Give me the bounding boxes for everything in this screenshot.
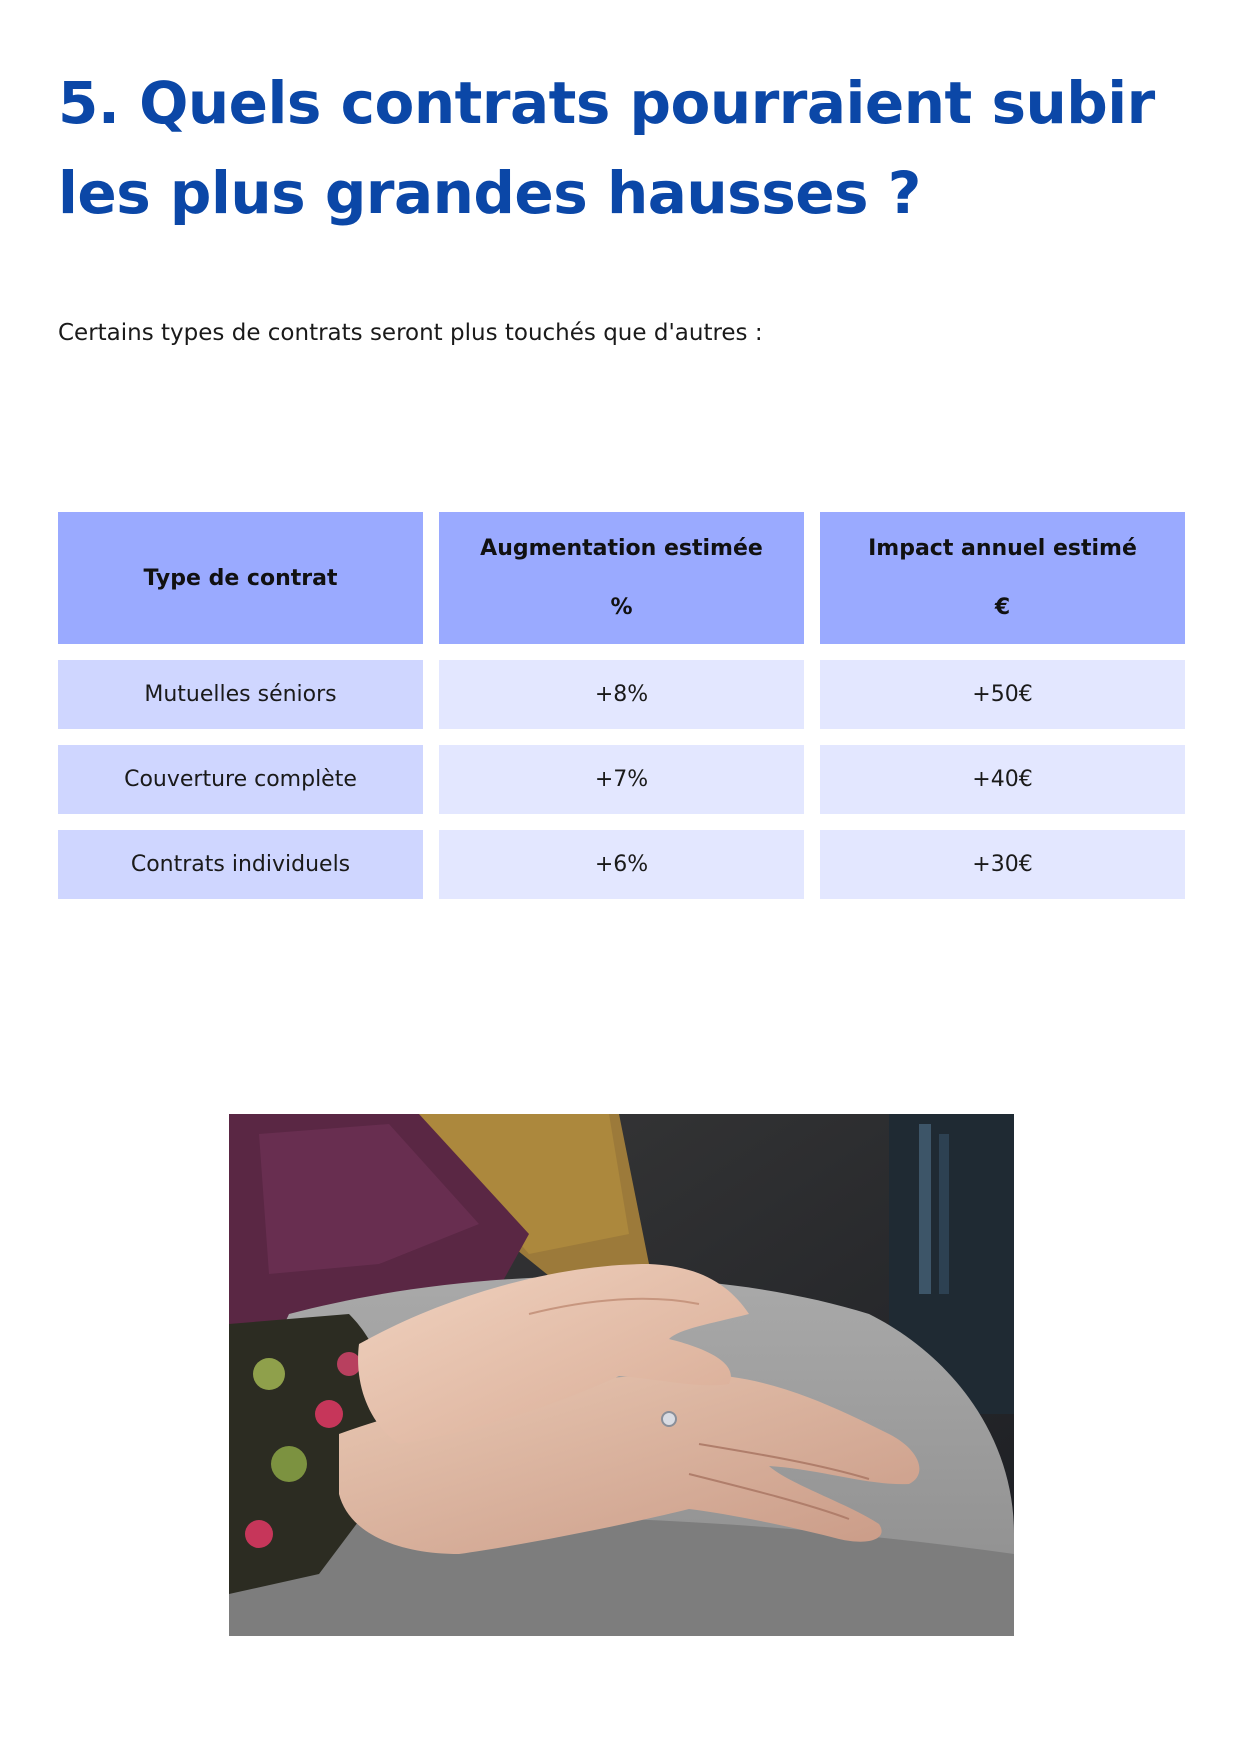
cell-increase: +6% [439, 830, 804, 899]
cell-contract-type: Couverture complète [58, 745, 423, 814]
header-unit: € [994, 595, 1011, 620]
hands-photo [229, 1114, 1014, 1636]
table-row [58, 660, 1185, 729]
header-label: Impact annuel estimé [868, 536, 1137, 561]
cell-impact: +50€ [820, 660, 1185, 729]
header-label: Augmentation estimée [480, 536, 763, 561]
header-unit: % [610, 595, 633, 620]
table-row [58, 745, 1185, 814]
cell-increase: +7% [439, 745, 804, 814]
table-row [58, 830, 1185, 899]
cell-contract-type: Contrats individuels [58, 830, 423, 899]
cell-impact: +30€ [820, 830, 1185, 899]
table-header-row [58, 512, 1185, 644]
page-title: 5. Quels contrats pourraient subir les plus grandes hausses ? [58, 69, 1155, 227]
cell-impact: +40€ [820, 745, 1185, 814]
cell-increase: +8% [439, 660, 804, 729]
contracts-table [58, 512, 1185, 915]
header-cell-contract-type [58, 512, 423, 644]
header-label: Type de contrat [143, 565, 338, 591]
cell-contract-type: Mutuelles séniors [58, 660, 423, 729]
header-cell-impact [820, 512, 1185, 644]
header-cell-increase [439, 512, 804, 644]
intro-text: Certains types de contrats seront plus touchés que d'autres : [58, 320, 763, 346]
hands-photo-illustration [229, 1114, 1014, 1636]
